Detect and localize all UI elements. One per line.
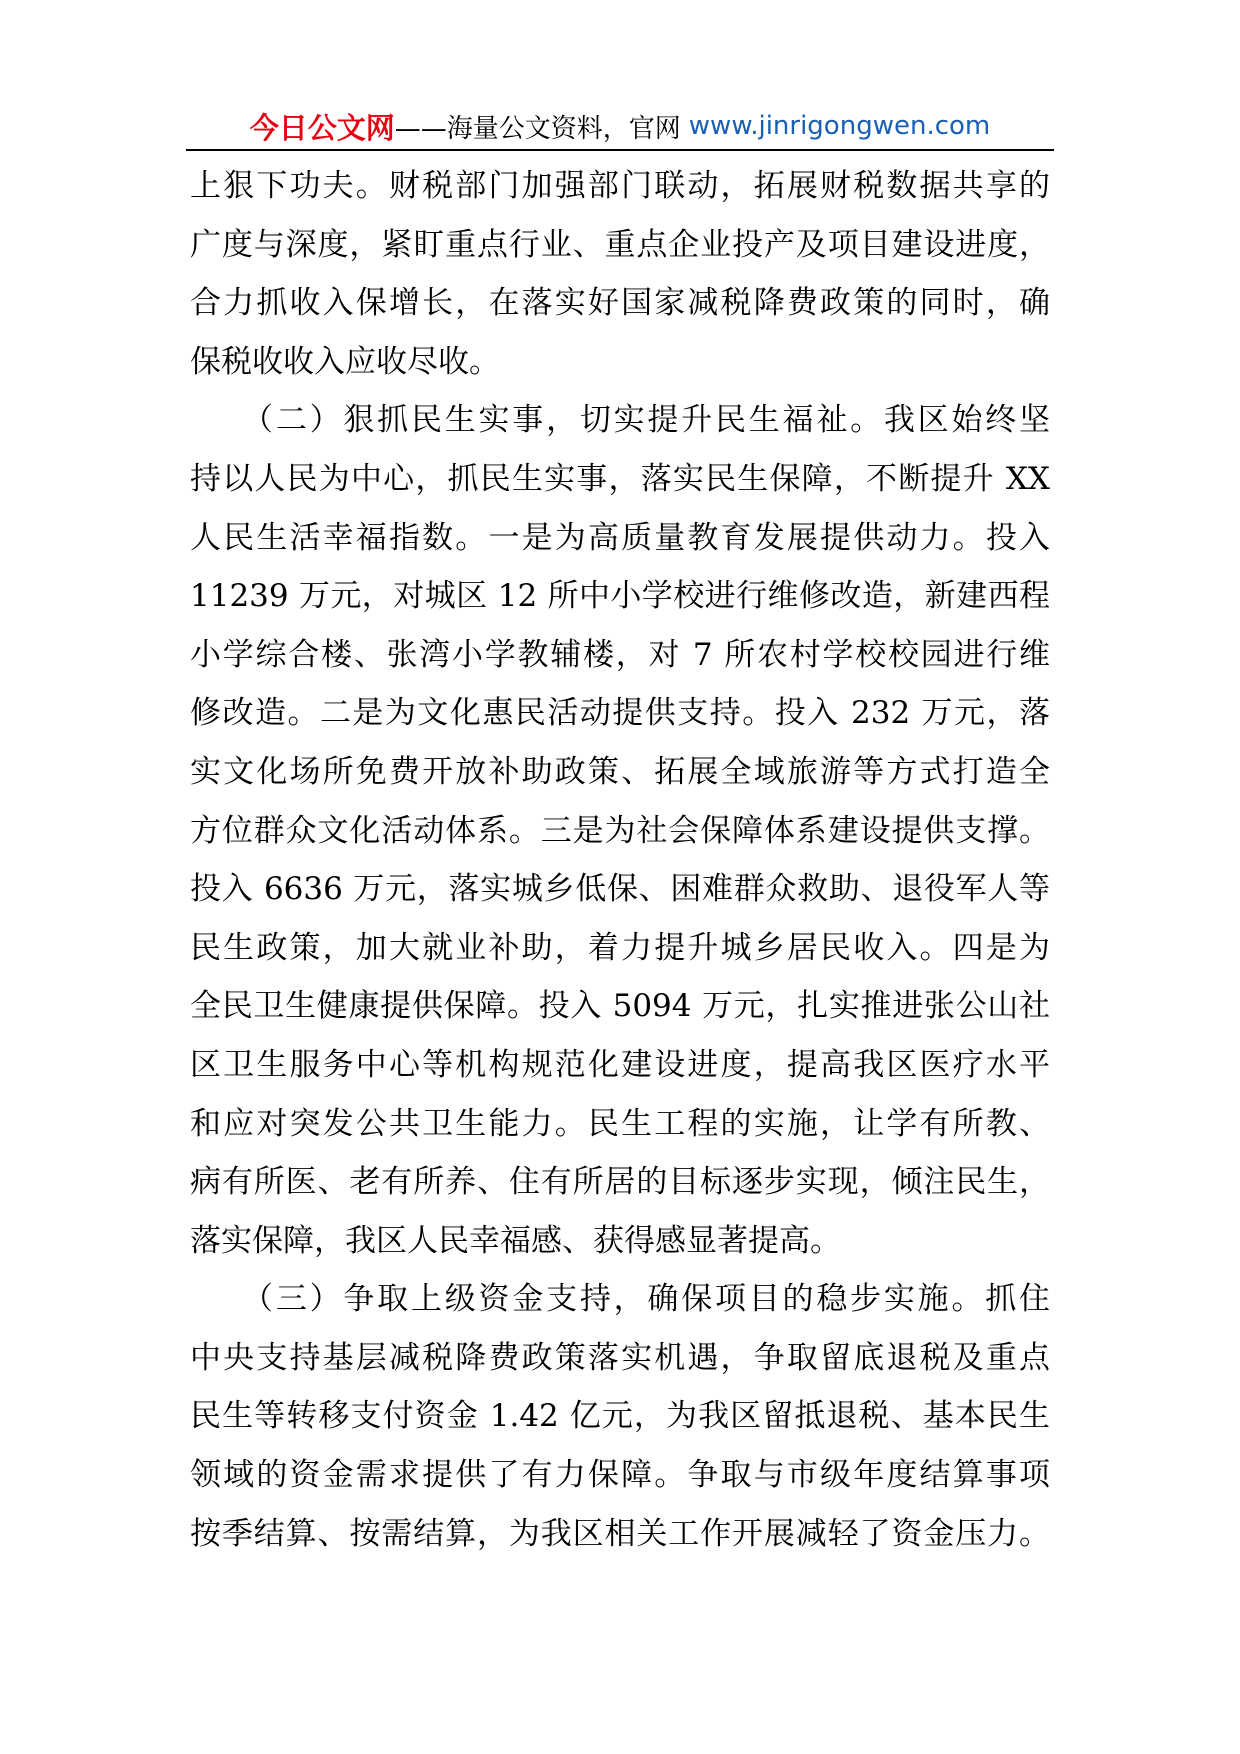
- body-line: 全民卫生健康提供保障。投入 5094 万元，扎实推进张公山社: [190, 988, 1050, 1025]
- body-line: 合力抓收入保增长，在落实好国家减税降费政策的同时，确: [190, 285, 1050, 322]
- body-line: 实文化场所免费开放补助政策、拓展全域旅游等方式打造全: [190, 753, 1050, 790]
- body-line: 小学综合楼、张湾小学教辅楼，对 7 所农村学校校园进行维: [190, 636, 1050, 673]
- section-heading-line: （二）狠抓民生实事，切实提升民生福祉。我区始终坚: [190, 402, 1050, 439]
- page-header: [190, 104, 1050, 148]
- body-line: 上狠下功夫。财税部门加强部门联动，拓展财税数据共享的: [190, 168, 1050, 204]
- body-line: 领域的资金需求提供了有力保障。争取与市级年度结算事项: [190, 1457, 1050, 1494]
- body-line: 保税收收入应收尽收。: [190, 343, 500, 380]
- body-line: 中央支持基层减税降费政策落实机遇，争取留底退税及重点: [190, 1339, 1050, 1376]
- body-line: 和应对突发公共卫生能力。民生工程的实施，让学有所教、: [190, 1105, 1050, 1142]
- body-line: 病有所医、老有所养、住有所居的目标逐步实现，倾注民生，: [190, 1164, 1050, 1201]
- header-divider: [186, 149, 1054, 151]
- body-line: 民生等转移支付资金 1.42 亿元，为我区留抵退税、基本民生: [190, 1398, 1050, 1435]
- body-line: 持以人民为中心，抓民生实事，落实民生保障，不断提升 XX: [190, 460, 1050, 497]
- site-tagline: ——海量公文资料，官网: [394, 113, 681, 144]
- document-body: [190, 157, 1050, 1563]
- body-line: 广度与深度，紧盯重点行业、重点企业投产及项目建设进度，: [190, 226, 1050, 263]
- body-line: 人民生活幸福指数。一是为高质量教育发展提供动力。投入: [190, 519, 1050, 556]
- body-line: 区卫生服务中心等机构规范化建设进度，提高我区医疗水平: [190, 1046, 1050, 1083]
- body-line: 民生政策，加大就业补助，着力提升城乡居民收入。四是为: [190, 929, 1050, 966]
- site-brand: 今日公文网: [249, 110, 395, 145]
- site-url-link[interactable]: www.jinrigongwen.com: [688, 111, 991, 141]
- body-line: 修改造。二是为文化惠民活动提供支持。投入 232 万元，落: [190, 695, 1050, 732]
- section-heading-line: （三）争取上级资金支持，确保项目的稳步实施。抓住: [190, 1281, 1050, 1318]
- body-line: 投入 6636 万元，落实城乡低保、困难群众救助、退役军人等: [190, 871, 1050, 908]
- body-line: 11239 万元，对城区 12 所中小学校进行维修改造，新建西程: [190, 578, 1050, 615]
- body-line: 落实保障，我区人民幸福感、获得感显著提高。: [190, 1222, 841, 1259]
- body-line: 方位群众文化活动体系。三是为社会保障体系建设提供支撑。: [190, 812, 1050, 849]
- body-line: 按季结算、按需结算，为我区相关工作开展减轻了资金压力。: [190, 1515, 1050, 1552]
